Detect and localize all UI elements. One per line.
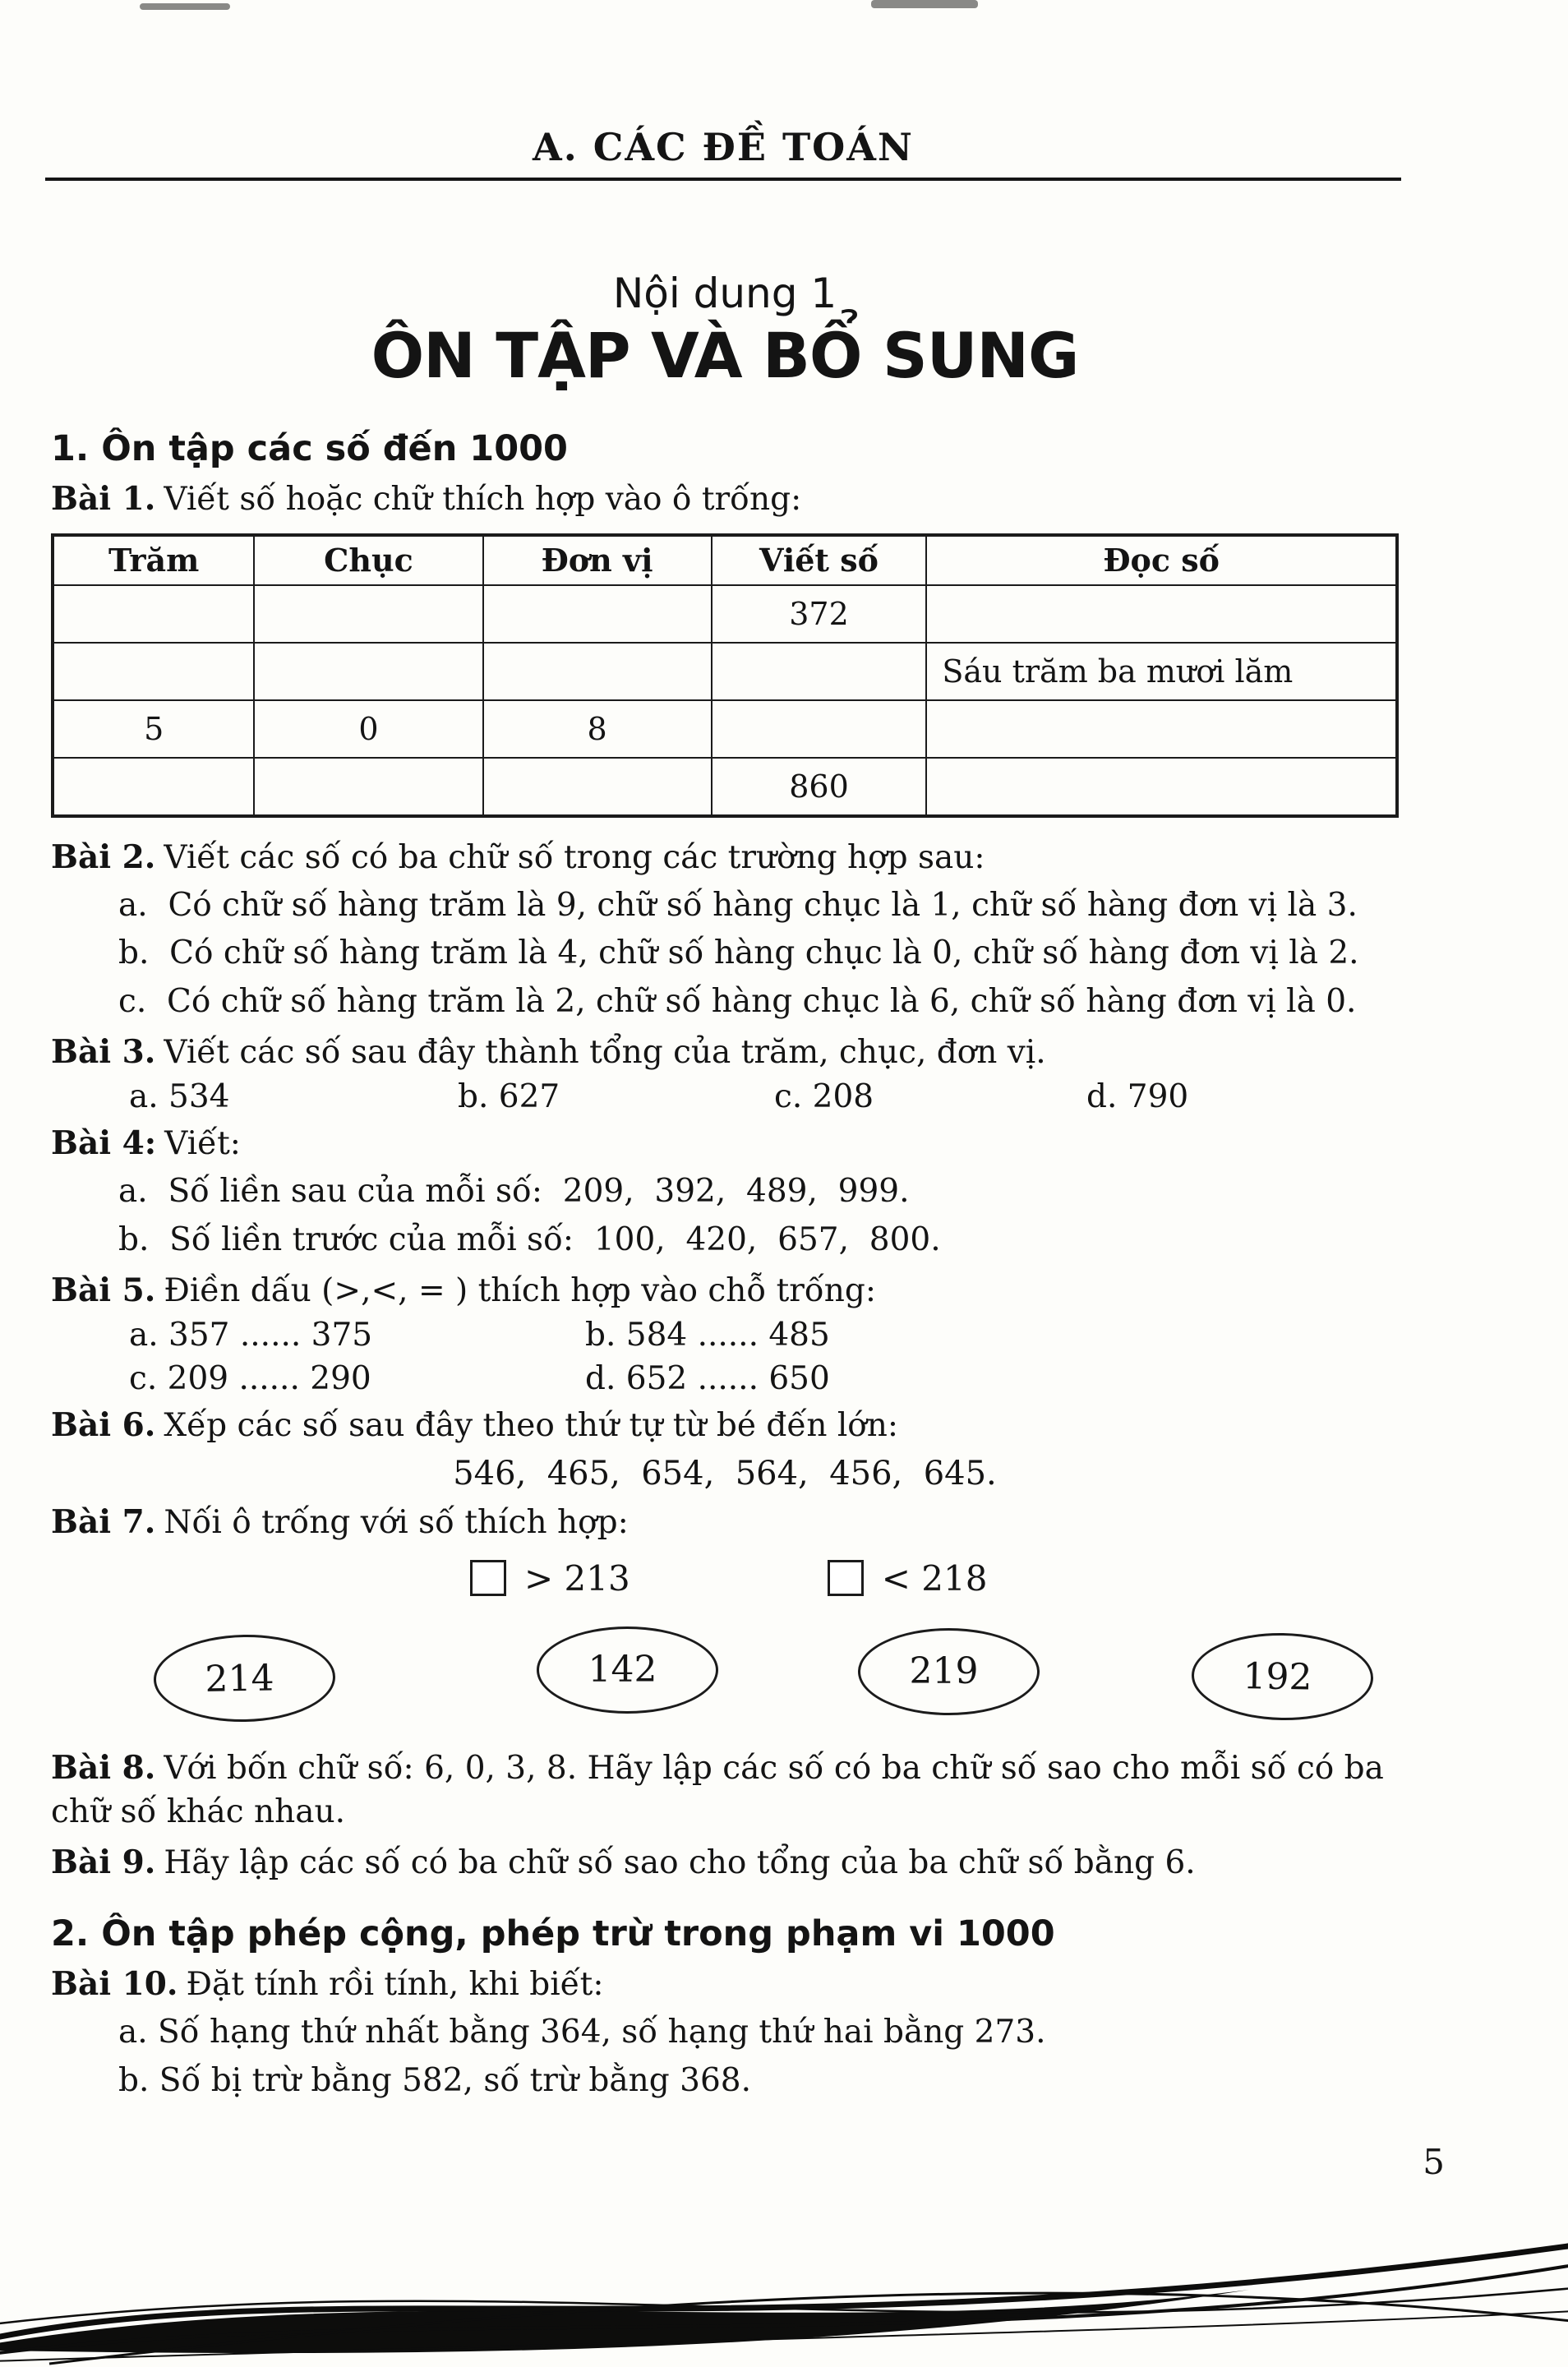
exercise-3-item-a: a. 534: [129, 1078, 230, 1116]
exercise-1-label: Bài 1.: [51, 480, 156, 518]
table-cell: [712, 643, 927, 700]
scan-artifact: [140, 3, 230, 10]
oval-number: 192: [1243, 1654, 1312, 1698]
table-cell: [483, 585, 712, 643]
table-cell: [926, 700, 1397, 758]
exercise-7-conditions: [51, 1558, 1399, 1599]
exercise-8-text: Với bốn chữ số: 6, 0, 3, 8. Hãy lập các số có ba chữ số sao cho mỗi số có ba chữ số khác nhau.: [51, 1749, 1395, 1831]
exercise-3-item-d: d. 790: [1086, 1078, 1189, 1116]
table-cell: Sáu trăm ba mươi lăm: [926, 643, 1397, 700]
exercise-10-title: [51, 1963, 1399, 2007]
page-number: 5: [1423, 2142, 1445, 2182]
section-2-heading: 2. Ôn tập phép cộng, phép trừ trong phạm vi 1000: [51, 1913, 1055, 1955]
exercise-7-ovals: [51, 1626, 1399, 1719]
exercise-2-label: Bài 2.: [51, 837, 156, 876]
exercise-10-label: Bài 10.: [51, 1965, 178, 2004]
exercise-6-text: Xếp các số sau đây theo thứ tự từ bé đến lớn:: [164, 1407, 899, 1445]
table-cell: 0: [254, 700, 482, 758]
exercise-7-text: Nối ô trống với số thích hợp:: [164, 1503, 629, 1541]
blank-box-icon: [828, 1560, 864, 1596]
header-title: A. CÁC ĐỀ TOÁN: [533, 125, 914, 169]
table-row: [53, 758, 1397, 816]
table-header-row: [53, 535, 1397, 585]
exercise-4-item-b: b. Số liền trước của mỗi số: 100, 420, 657, 800.: [118, 1220, 941, 1258]
table-cell: 8: [483, 700, 712, 758]
number-oval: [537, 1626, 718, 1714]
exercise-5-item-a: a. 357 ...... 375: [129, 1317, 373, 1354]
unit-subtitle: Nội dung 1: [612, 270, 837, 317]
table-cell: [53, 758, 254, 816]
exercise-7-label: Bài 7.: [51, 1502, 156, 1541]
exercise-3-label: Bài 3.: [51, 1033, 156, 1072]
exercise-8-label: Bài 8.: [51, 1748, 156, 1787]
number-oval: [858, 1628, 1040, 1715]
exercise-3-item-c: c. 208: [774, 1078, 874, 1116]
table-cell: 5: [53, 700, 254, 758]
exercise-6-title: [51, 1404, 1399, 1448]
table-cell: [254, 643, 482, 700]
oval-number: 214: [205, 1656, 274, 1700]
exercise-5-item-b: b. 584 ...... 485: [585, 1317, 830, 1354]
decorative-swoosh: [0, 2170, 1568, 2367]
oval-number: 219: [909, 1650, 979, 1693]
exercise-6-label: Bài 6.: [51, 1406, 156, 1445]
exercise-9-title: [51, 1841, 1399, 1885]
table-row: [53, 643, 1397, 700]
table-cell: [254, 585, 482, 643]
exercise-1-text: Viết số hoặc chữ thích hợp vào ô trống:: [164, 481, 802, 518]
exercise-4-label: Bài 4:: [51, 1124, 157, 1163]
exercise-2-item-a: a. Có chữ số hàng trăm là 9, chữ số hàng chục là 1, chữ số hàng đơn vị là 3.: [118, 886, 1358, 924]
exercise-2-item-c: c. Có chữ số hàng trăm là 2, chữ số hàng chục là 6, chữ số hàng đơn vị là 0.: [118, 982, 1357, 1020]
section-1-heading: 1. Ôn tập các số đến 1000: [51, 428, 568, 469]
table-cell: [483, 758, 712, 816]
exercise-10-item-a: a. Số hạng thứ nhất bằng 364, số hạng thứ hai bằng 273.: [118, 2013, 1046, 2051]
exercise-6-numbers: 546, 465, 654, 564, 456, 645.: [453, 1454, 997, 1493]
table-cell: [254, 758, 482, 816]
exercise-10-item-b: b. Số bị trừ bằng 582, số trừ bằng 368.: [118, 2061, 751, 2099]
exercise-8-title: [51, 1746, 1399, 1835]
table-row: [53, 700, 1397, 758]
exercise-5-label: Bài 5.: [51, 1271, 156, 1310]
exercise-3-item-b: b. 627: [458, 1078, 560, 1116]
col-header-donvi: Đơn vị: [483, 535, 712, 585]
condition-1: [470, 1558, 630, 1599]
scan-artifact: [871, 0, 978, 8]
exercise-5-title: [51, 1269, 1399, 1313]
exercise-9-label: Bài 9.: [51, 1843, 156, 1882]
number-oval: [1191, 1631, 1374, 1722]
exercise-3-title: [51, 1031, 1399, 1075]
col-header-tram: Trăm: [53, 535, 254, 585]
table-cell: [483, 643, 712, 700]
condition-2: [828, 1558, 988, 1599]
table-cell: [53, 585, 254, 643]
page-content: [51, 263, 1399, 2106]
exercise-2-title: [51, 836, 1399, 880]
number-oval: [153, 1633, 336, 1723]
exercise-10-text: Đặt tính rồi tính, khi biết:: [186, 1966, 604, 2004]
table-cell: [926, 758, 1397, 816]
page-header: [45, 125, 1401, 181]
table-cell: 372: [712, 585, 927, 643]
exercise-5-text: Điền dấu (>,<, = ) thích hợp vào chỗ trống:: [164, 1272, 876, 1310]
exercise-2-text: Viết các số có ba chữ số trong các trường hợp sau:: [164, 838, 985, 876]
unit-title: ÔN TẬP VÀ BỔ SUNG: [371, 319, 1079, 392]
table-cell: [53, 643, 254, 700]
exercise-5-item-c: c. 209 ...... 290: [129, 1360, 371, 1398]
exercise-5-grid: [51, 1317, 1399, 1397]
exercise-2-item-b: b. Có chữ số hàng trăm là 4, chữ số hàng chục là 0, chữ số hàng đơn vị là 2.: [118, 934, 1359, 972]
exercise-9-text: Hãy lập các số có ba chữ số sao cho tổng của ba chữ số bằng 6.: [164, 1844, 1196, 1882]
exercise-4-text: Viết:: [164, 1125, 241, 1163]
col-header-vietso: Viết số: [712, 535, 927, 585]
exercise-1-title: [51, 478, 1399, 522]
col-header-chuc: Chục: [254, 535, 482, 585]
bai1-table: [51, 533, 1399, 818]
condition-1-text: > 213: [524, 1557, 630, 1599]
table-row: [53, 585, 1397, 643]
exercise-3-answers-row: [51, 1078, 1399, 1115]
exercise-4-item-a: a. Số liền sau của mỗi số: 209, 392, 489, 999.: [118, 1173, 910, 1211]
table-cell: 860: [712, 758, 927, 816]
exercise-7-title: [51, 1501, 1399, 1545]
condition-2-text: < 218: [881, 1557, 988, 1599]
exercise-5-item-d: d. 652 ...... 650: [585, 1360, 830, 1398]
col-header-docso: Đọc số: [926, 535, 1397, 585]
oval-number: 142: [588, 1649, 657, 1691]
table-cell: [926, 585, 1397, 643]
exercise-4-title: [51, 1122, 1399, 1166]
blank-box-icon: [470, 1560, 506, 1596]
exercise-3-text: Viết các số sau đây thành tổng của trăm, chục, đơn vị.: [164, 1034, 1046, 1072]
table-cell: [712, 700, 927, 758]
